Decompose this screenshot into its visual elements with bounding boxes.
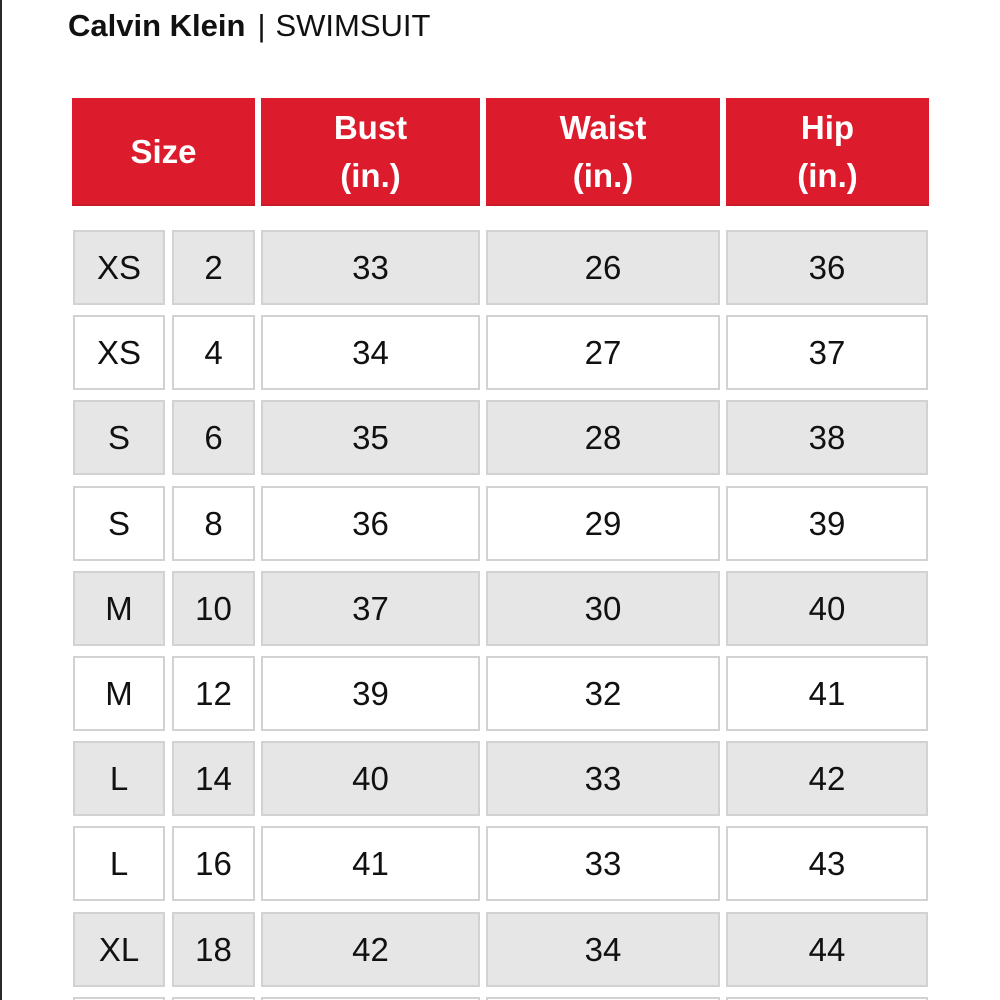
column-header-waist	[486, 98, 720, 206]
size-letter-cell: M	[73, 571, 165, 646]
size-number-cell: 2	[172, 230, 255, 305]
column-header-waist-unit: (in.)	[572, 157, 634, 194]
waist-cell: 33	[486, 741, 720, 816]
size-number-cell: 8	[172, 486, 255, 561]
waist-cell: 32	[486, 656, 720, 731]
column-header-hip-label: Hip	[800, 109, 855, 146]
hip-cell: 40	[726, 571, 928, 646]
column-header-bust-label: Bust	[333, 109, 408, 146]
column-header-size	[72, 98, 255, 206]
size-number-cell: 6	[172, 400, 255, 475]
size-letter-cell: XL	[73, 912, 165, 987]
size-letter-cell: L	[73, 741, 165, 816]
column-header-hip	[726, 98, 929, 206]
waist-cell: 28	[486, 400, 720, 475]
bust-cell: 37	[261, 571, 480, 646]
chart-title	[68, 4, 431, 48]
hip-cell: 37	[726, 315, 928, 390]
title-separator: |	[257, 8, 266, 43]
hip-cell: 41	[726, 656, 928, 731]
size-letter-cell: S	[73, 400, 165, 475]
waist-cell: 27	[486, 315, 720, 390]
size-letter-cell: XS	[73, 315, 165, 390]
waist-cell: 34	[486, 912, 720, 987]
waist-cell: 33	[486, 826, 720, 901]
size-letter-cell: L	[73, 826, 165, 901]
size-number-cell: 16	[172, 826, 255, 901]
bust-cell: 35	[261, 400, 480, 475]
column-header-size-label: Size	[130, 133, 197, 170]
brand-name: Calvin Klein	[68, 8, 246, 43]
size-number-cell: 10	[172, 571, 255, 646]
bust-cell: 34	[261, 315, 480, 390]
size-number-cell: 12	[172, 656, 255, 731]
column-header-hip-unit: (in.)	[797, 157, 858, 194]
hip-cell: 42	[726, 741, 928, 816]
hip-cell: 36	[726, 230, 928, 305]
left-edge-rule	[0, 0, 2, 1000]
column-header-waist-label: Waist	[559, 109, 647, 146]
hip-cell: 44	[726, 912, 928, 987]
column-header-bust	[261, 98, 480, 206]
bust-cell: 36	[261, 486, 480, 561]
waist-cell: 29	[486, 486, 720, 561]
size-number-cell: 4	[172, 315, 255, 390]
product-name: SWIMSUIT	[275, 8, 431, 43]
bust-cell: 41	[261, 826, 480, 901]
size-letter-cell: M	[73, 656, 165, 731]
bust-cell: 33	[261, 230, 480, 305]
bust-cell: 40	[261, 741, 480, 816]
hip-cell: 43	[726, 826, 928, 901]
waist-cell: 26	[486, 230, 720, 305]
size-number-cell: 18	[172, 912, 255, 987]
hip-cell: 38	[726, 400, 928, 475]
bust-cell: 39	[261, 656, 480, 731]
bust-cell: 42	[261, 912, 480, 987]
size-letter-cell: XS	[73, 230, 165, 305]
hip-cell: 39	[726, 486, 928, 561]
size-letter-cell: S	[73, 486, 165, 561]
column-header-bust-unit: (in.)	[340, 157, 401, 194]
waist-cell: 30	[486, 571, 720, 646]
size-number-cell: 14	[172, 741, 255, 816]
